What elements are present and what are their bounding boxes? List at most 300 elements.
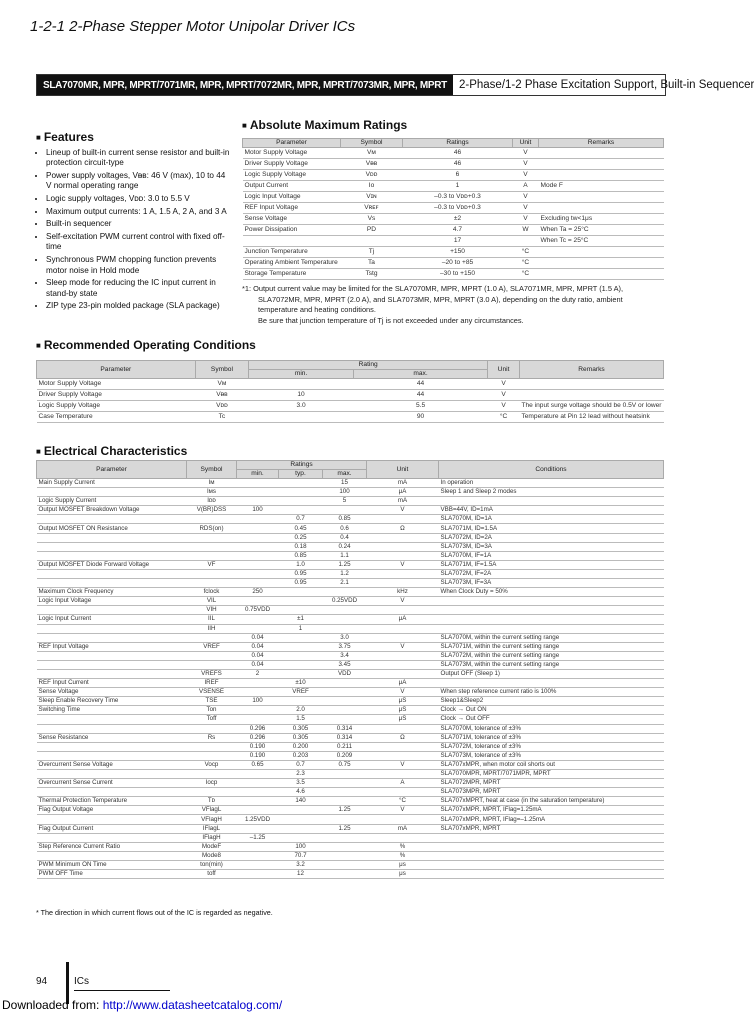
ec-cell: SLA7072M, tolerance of ±3%: [439, 742, 664, 751]
roc-col-max: max.: [353, 370, 487, 379]
ec-cell: 2.0: [279, 706, 323, 715]
ec-row: [37, 560, 664, 569]
ec-row: [37, 870, 664, 879]
ec-row: [37, 797, 664, 806]
ec-cell: [187, 551, 237, 560]
abs-max-row: [243, 214, 664, 225]
ec-cell: [37, 751, 187, 760]
feature-item: • Self-excitation PWM current control with fixed off-time: [46, 232, 232, 253]
ec-cell: [237, 779, 279, 788]
download-link[interactable]: http://www.datasheetcatalog.com/: [102, 998, 283, 1012]
ec-cell: [279, 506, 323, 515]
ec-cell: 0.6: [323, 524, 367, 533]
abs-max-heading: ■ Absolute Maximum Ratings: [242, 118, 407, 132]
ec-cell: toff: [187, 870, 237, 879]
ec-cell: 1.5: [279, 715, 323, 724]
ec-cell: [37, 579, 187, 588]
ec-row: [37, 806, 664, 815]
abs-max-cell: [539, 170, 664, 181]
ec-cell: [187, 651, 237, 660]
ec-row: [37, 606, 664, 615]
ec-cell: [323, 679, 367, 688]
ec-col-ratings: Ratings: [237, 461, 367, 470]
ec-cell: [367, 788, 439, 797]
banner-subtitle: 2-Phase/1-2 Phase Excitation Support, Built-in Sequencer: [459, 79, 754, 91]
ec-cell: [187, 770, 237, 779]
ec-cell: 1.0: [279, 560, 323, 569]
ec-cell: [37, 815, 187, 824]
ec-cell: 0.7: [279, 515, 323, 524]
ec-cell: [367, 660, 439, 669]
ec-cell: [237, 569, 279, 578]
ec-cell: [237, 579, 279, 588]
ec-cell: VREF: [187, 642, 237, 651]
ec-cell: Output MOSFET ON Resistance: [37, 524, 187, 533]
abs-max-row: [243, 236, 664, 247]
ec-cell: [37, 606, 187, 615]
ec-cell: [323, 706, 367, 715]
ec-cell: [187, 742, 237, 751]
abs-max-cell: V: [513, 148, 539, 159]
ec-cell: [37, 788, 187, 797]
abs-max-note-line: *1: Output current value may be limited for the SLA7070MR, MPR, MPRT (1.0 A), SLA7071MR, MPR, MPRT (1.5 A),: [242, 284, 624, 293]
ec-cell: [187, 569, 237, 578]
ec-cell: SLA707xMPR, MPRT: [439, 824, 664, 833]
ec-cell: IFlagH: [187, 833, 237, 842]
ec-cell: [323, 797, 367, 806]
abs-max-cell: Output Current: [243, 181, 341, 192]
abs-max-cell: [539, 192, 664, 203]
ec-cell: VSENSE: [187, 688, 237, 697]
ec-row: [37, 669, 664, 678]
ec-cell: SLA7071M, ID=1.5A: [439, 524, 664, 533]
ec-cell: SLA7072M, within the current setting range: [439, 651, 664, 660]
ec-cell: [237, 770, 279, 779]
ec-cell: 0.65: [237, 760, 279, 769]
ec-row: [37, 588, 664, 597]
ec-cell: [237, 679, 279, 688]
ec-cell: [279, 497, 323, 506]
roc-cell: 5.5: [353, 401, 487, 412]
ec-row: [37, 479, 664, 488]
ec-cell: mA: [367, 824, 439, 833]
ec-row: [37, 515, 664, 524]
ec-cell: Thermal Protection Temperature: [37, 797, 187, 806]
ec-cell: V: [367, 806, 439, 815]
ec-cell: 5: [323, 497, 367, 506]
ec-cell: [367, 742, 439, 751]
ec-cell: [37, 715, 187, 724]
roc-cell: 10: [249, 390, 354, 401]
roc-cell: Driver Supply Voltage: [37, 390, 196, 401]
abs-max-row: [243, 181, 664, 192]
ec-cell: [237, 824, 279, 833]
abs-max-cell: Vᴍ: [341, 148, 403, 159]
ec-cell: ton(min): [187, 860, 237, 869]
roc-cell: [249, 379, 354, 390]
abs-max-cell: Logic Supply Voltage: [243, 170, 341, 181]
ec-cell: 0.25VDD: [323, 597, 367, 606]
ec-row: [37, 815, 664, 824]
roc-col-rating: Rating: [249, 361, 488, 370]
roc-cell: V: [488, 390, 520, 401]
abs-max-cell: 46: [403, 148, 513, 159]
abs-max-cell: Operating Ambient Temperature: [243, 258, 341, 269]
ec-cell: Clock → Out ON: [439, 706, 664, 715]
ec-cell: [439, 870, 664, 879]
ec-col-parameter: Parameter: [37, 461, 187, 479]
ec-cell: V(BR)DSS: [187, 506, 237, 515]
ec-cell: [37, 533, 187, 542]
ec-cell: [439, 842, 664, 851]
ec-cell: [187, 533, 237, 542]
abs-max-cell: 17: [403, 236, 513, 247]
abs-max-cell: Power Dissipation: [243, 225, 341, 236]
abs-max-col: Unit: [513, 139, 539, 148]
ec-cell: [37, 651, 187, 660]
abs-max-cell: V: [513, 214, 539, 225]
roc-cell: The input surge voltage should be 0.5V or lower: [519, 401, 663, 412]
abs-max-row: [243, 269, 664, 280]
ec-cell: 0.200: [279, 742, 323, 751]
abs-max-cell: V: [513, 170, 539, 181]
ec-row: [37, 579, 664, 588]
ec-cell: –1.25: [237, 833, 279, 842]
ec-cell: PWM OFF Time: [37, 870, 187, 879]
ec-cell: [237, 688, 279, 697]
abs-max-cell: –30 to +150: [403, 269, 513, 280]
ec-cell: [367, 533, 439, 542]
abs-max-row: [243, 258, 664, 269]
ec-cell: V: [367, 642, 439, 651]
ec-cell: V: [367, 506, 439, 515]
ec-cell: SLA707xMPRT, heat at case (in the saturation temperature): [439, 797, 664, 806]
ec-cell: fclock: [187, 588, 237, 597]
ec-cell: [439, 833, 664, 842]
abs-max-cell: PD: [341, 225, 403, 236]
ec-cell: [323, 770, 367, 779]
abs-max-cell: Driver Supply Voltage: [243, 159, 341, 170]
ec-cell: RDS(on): [187, 524, 237, 533]
ec-cell: [323, 870, 367, 879]
feature-item: • Synchronous PWM chopping function prevents motor noise in Hold mode: [46, 255, 232, 276]
ec-cell: SLA7072M, IF=2A: [439, 569, 664, 578]
abs-max-cell: [539, 203, 664, 214]
roc-cell: Tc: [195, 412, 249, 423]
ec-cell: [37, 515, 187, 524]
feature-item: • Maximum output currents: 1 A, 1.5 A, 2 A, and 3 A: [46, 207, 232, 218]
download-label: Downloaded from:: [2, 998, 100, 1012]
ec-cell: 0.211: [323, 742, 367, 751]
ec-cell: 0.04: [237, 633, 279, 642]
roc-cell: Vᴍ: [195, 379, 249, 390]
ec-cell: 0.85: [279, 551, 323, 560]
roc-row: [37, 390, 664, 401]
abs-max-cell: –0.3 to Vᴅᴅ+0.3: [403, 192, 513, 203]
ec-cell: [323, 833, 367, 842]
ec-row: [37, 715, 664, 724]
ec-cell: [367, 515, 439, 524]
ec-cell: Iocp: [187, 779, 237, 788]
ec-col-max: max.: [323, 470, 367, 479]
ec-cell: SLA7070M, ID=1A: [439, 515, 664, 524]
ec-cell: [37, 742, 187, 751]
abs-max-cell: ±2: [403, 214, 513, 225]
roc-cell: 90: [353, 412, 487, 423]
roc-row: [37, 401, 664, 412]
features-list: [36, 148, 232, 312]
ec-cell: [323, 715, 367, 724]
ec-cell: 0.296: [237, 733, 279, 742]
ec-row: [37, 679, 664, 688]
ec-row: [37, 706, 664, 715]
abs-max-row: [243, 203, 664, 214]
ec-cell: VFlagL: [187, 806, 237, 815]
ec-cell: 0.190: [237, 742, 279, 751]
ec-row: [37, 542, 664, 551]
ec-cell: Ω: [367, 733, 439, 742]
ec-cell: 70.7: [279, 851, 323, 860]
ec-cell: [279, 606, 323, 615]
ec-row: [37, 833, 664, 842]
ec-cell: SLA7073MPR, MPRT: [439, 788, 664, 797]
ec-row: [37, 860, 664, 869]
ec-cell: 1.25: [323, 824, 367, 833]
ec-cell: 3.0: [323, 633, 367, 642]
roc-cell: 44: [353, 390, 487, 401]
ec-cell: 0.18: [279, 542, 323, 551]
abs-max-cell: [539, 258, 664, 269]
ec-cell: 2.3: [279, 770, 323, 779]
ec-cell: V: [367, 560, 439, 569]
abs-max-row: [243, 148, 664, 159]
abs-max-cell: Junction Temperature: [243, 247, 341, 258]
ec-cell: [367, 579, 439, 588]
ec-cell: Overcurrent Sense Current: [37, 779, 187, 788]
abs-max-cell: –20 to +85: [403, 258, 513, 269]
ec-cell: 3.5: [279, 779, 323, 788]
ec-cell: [367, 651, 439, 660]
abs-max-cell: Motor Supply Voltage: [243, 148, 341, 159]
ec-row: [37, 788, 664, 797]
ec-cell: Logic Supply Current: [37, 497, 187, 506]
ec-cell: Iᴍs: [187, 488, 237, 497]
abs-max-cell: V: [513, 203, 539, 214]
ec-cell: When step reference current ratio is 100%: [439, 688, 664, 697]
ec-row: [37, 488, 664, 497]
ec-cell: VREFS: [187, 669, 237, 678]
abs-max-col: Symbol: [341, 139, 403, 148]
ec-row: [37, 633, 664, 642]
ec-cell: Ton: [187, 706, 237, 715]
ec-cell: Step Reference Current Ratio: [37, 842, 187, 851]
ec-cell: [237, 597, 279, 606]
ec-cell: [323, 615, 367, 624]
abs-max-notes: [242, 284, 672, 326]
ec-cell: Main Supply Current: [37, 479, 187, 488]
ec-cell: Sleep 1 and Sleep 2 modes: [439, 488, 664, 497]
ec-cell: μS: [367, 697, 439, 706]
ec-cell: 0.296: [237, 724, 279, 733]
ec-row: [37, 751, 664, 760]
roc-col-unit: Unit: [488, 361, 520, 379]
abs-max-cell: °C: [513, 247, 539, 258]
ec-cell: [323, 588, 367, 597]
roc-cell: Temperature at Pin 12 lead without heatsink: [519, 412, 663, 423]
ec-cell: V: [367, 688, 439, 697]
ec-cell: VREF: [279, 688, 323, 697]
ec-cell: 1.25: [323, 560, 367, 569]
ec-cell: Sleep1&Sleep2: [439, 697, 664, 706]
ec-heading: ■ Electrical Characteristics: [36, 444, 187, 458]
ec-cell: 1.2: [323, 569, 367, 578]
ec-cell: °C: [367, 797, 439, 806]
ec-cell: [37, 488, 187, 497]
abs-max-cell: 4.7: [403, 225, 513, 236]
ec-cell: SLA707xMPR, MPRT, IFlag=1.25mA: [439, 806, 664, 815]
ec-cell: V: [367, 760, 439, 769]
banner-models: SLA7070MR, MPR, MPRT/7071MR, MPR, MPRT/7072MR, MPR, MPRT/7073MR, MPR, MPRT: [37, 75, 453, 95]
ec-cell: [279, 824, 323, 833]
abs-max-row: [243, 159, 664, 170]
ec-cell: 2.1: [323, 579, 367, 588]
ec-cell: [439, 597, 664, 606]
ec-cell: Logic Input Voltage: [37, 597, 187, 606]
feature-item: • Sleep mode for reducing the IC input current in stand-by state: [46, 278, 232, 299]
ec-cell: [237, 533, 279, 542]
ec-row: [37, 569, 664, 578]
ec-cell: [237, 797, 279, 806]
ec-row: [37, 497, 664, 506]
abs-max-cell: °C: [513, 269, 539, 280]
ec-cell: Output MOSFET Diode Forward Voltage: [37, 560, 187, 569]
ec-cell: [37, 724, 187, 733]
ec-cell: 3.2: [279, 860, 323, 869]
ec-cell: SLA707xMPR, when motor coil shorts out: [439, 760, 664, 769]
ec-cell: [37, 551, 187, 560]
roc-col-remarks: Remarks: [519, 361, 663, 379]
ec-cell: IFlagL: [187, 824, 237, 833]
ec-cell: 0.25: [279, 533, 323, 542]
ec-cell: [37, 660, 187, 669]
ec-cell: VFlagH: [187, 815, 237, 824]
abs-max-cell: Mode F: [539, 181, 664, 192]
abs-max-cell: Tj: [341, 247, 403, 258]
ec-cell: IIH: [187, 624, 237, 633]
roc-cell: V: [488, 401, 520, 412]
ec-cell: SLA7072MPR, MPRT: [439, 779, 664, 788]
abs-max-cell: V: [513, 192, 539, 203]
ec-cell: V: [367, 597, 439, 606]
ec-cell: SLA7070M, IF=1A: [439, 551, 664, 560]
ec-row: [37, 688, 664, 697]
abs-max-cell: [243, 236, 341, 247]
abs-max-cell: [539, 269, 664, 280]
ec-cell: Switching Time: [37, 706, 187, 715]
ec-row: [37, 624, 664, 633]
ec-cell: [323, 688, 367, 697]
ec-row: [37, 533, 664, 542]
ec-cell: [279, 488, 323, 497]
ec-cell: 0.75: [323, 760, 367, 769]
ec-cell: μs: [367, 860, 439, 869]
abs-max-row: [243, 192, 664, 203]
ec-cell: Sense Resistance: [37, 733, 187, 742]
ec-cell: [439, 606, 664, 615]
roc-row: [37, 379, 664, 390]
ec-cell: 0.209: [323, 751, 367, 760]
abs-max-cell: Logic Input Voltage: [243, 192, 341, 203]
ec-cell: 250: [237, 588, 279, 597]
ec-cell: Flag Output Voltage: [37, 806, 187, 815]
ec-row: [37, 551, 664, 560]
ec-cell: [323, 860, 367, 869]
abs-max-cell: –0.3 to Vᴅᴅ+0.3: [403, 203, 513, 214]
abs-max-cell: Sense Voltage: [243, 214, 341, 225]
ec-cell: 100: [323, 488, 367, 497]
ec-row: [37, 760, 664, 769]
ec-row: [37, 724, 664, 733]
ec-cell: 3.4: [323, 651, 367, 660]
ec-cell: [187, 542, 237, 551]
ec-cell: [323, 815, 367, 824]
footer-rule: [74, 990, 170, 991]
ec-cell: 0.95: [279, 579, 323, 588]
roc-cell: 3.0: [249, 401, 354, 412]
ec-cell: [237, 524, 279, 533]
abs-max-cell: 1: [403, 181, 513, 192]
footer-section: ICs: [74, 976, 89, 987]
ec-cell: 0.203: [279, 751, 323, 760]
ec-cell: [237, 479, 279, 488]
ec-col-typ: typ.: [279, 470, 323, 479]
ec-cell: Overcurrent Sense Voltage: [37, 760, 187, 769]
ec-cell: [323, 842, 367, 851]
ec-cell: [279, 660, 323, 669]
ec-row: [37, 770, 664, 779]
ec-cell: Tᴅ: [187, 797, 237, 806]
ec-cell: VIH: [187, 606, 237, 615]
ec-cell: [439, 624, 664, 633]
ec-cell: [187, 751, 237, 760]
ec-cell: Maximum Clock Frequency: [37, 588, 187, 597]
ec-cell: IIL: [187, 615, 237, 624]
ec-cell: 0.4: [323, 533, 367, 542]
ec-cell: [237, 788, 279, 797]
ec-cell: [237, 551, 279, 560]
abs-max-col: Parameter: [243, 139, 341, 148]
ec-cell: [279, 642, 323, 651]
ec-row: [37, 506, 664, 515]
ec-cell: 3.75: [323, 642, 367, 651]
ec-cell: REF Input Voltage: [37, 642, 187, 651]
feature-item: • Logic supply voltages, Vᴅᴅ: 3.0 to 5.5 V: [46, 194, 232, 205]
ec-cell: [237, 488, 279, 497]
ec-cell: %: [367, 842, 439, 851]
roc-cell: 44: [353, 379, 487, 390]
ec-cell: In operation: [439, 479, 664, 488]
abs-max-cell: Vʀᴇꜰ: [341, 203, 403, 214]
roc-heading: ■ Recommended Operating Conditions: [36, 338, 256, 352]
ec-cell: [367, 833, 439, 842]
abs-max-note-line: SLA7072MR, MPR, MPRT (2.0 A), and SLA7073MR, MPR, MPRT (3.0 A), depending on the duty ratio, ambient: [258, 294, 623, 304]
ec-row: [37, 742, 664, 751]
ec-cell: [367, 624, 439, 633]
abs-max-col: Remarks: [539, 139, 664, 148]
ec-cell: [279, 806, 323, 815]
ec-cell: TSE: [187, 697, 237, 706]
ec-cell: 2: [237, 669, 279, 678]
